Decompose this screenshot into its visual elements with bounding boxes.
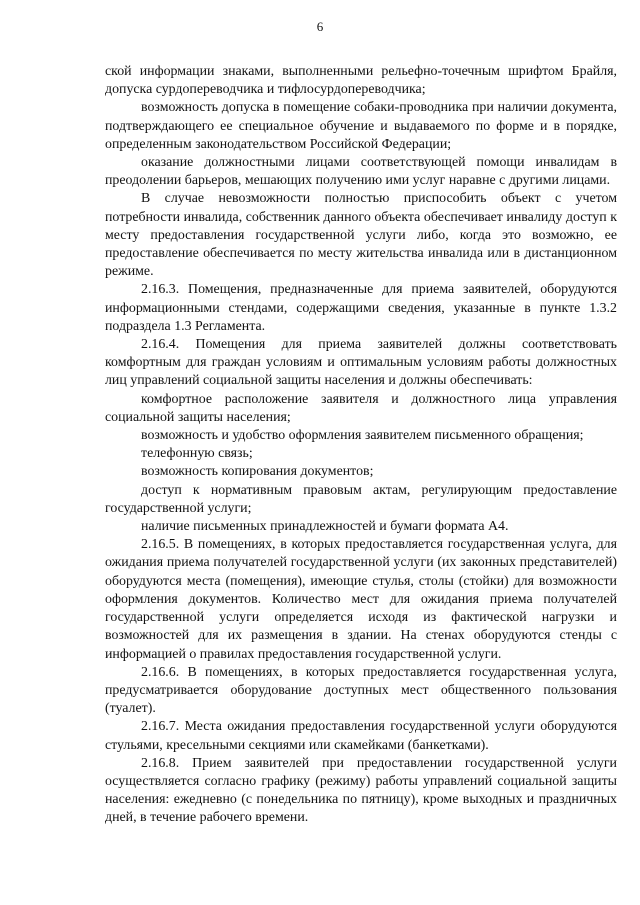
list-item-copying: возможность копирования документов;: [141, 464, 374, 480]
list-item-phone: телефонную связь;: [141, 446, 253, 462]
paragraph-2-16-7: 2.16.7. Места ожидания предоставления государственной услуги оборудуются стульями, кресельными секциями или скамейками (банкетками).: [105, 719, 617, 753]
paragraph-2-16-8: 2.16.8. Прием заявителей при предоставлении государственной услуги осуществляется согласно графику (режиму) работы управлений социальной защиты населения: ежедневно (с понедельника по пятницу), кроме выходных и праздничных дней, в течение рабочего времени.: [105, 755, 617, 826]
document-body: [105, 63, 617, 828]
paragraph-guide-dog: возможность допуска в помещение собаки-проводника при наличии документа, подтверждающего ее специальное обучение и выдаваемого по форме и в порядке, определенным законодательством Российской Федерации;: [105, 100, 617, 152]
paragraph-2-16-4: 2.16.4. Помещения для приема заявителей должны соответствовать комфортным для граждан условиям и оптимальным условиям работы должностных лиц управлений социальной защиты населения и должны обеспечивать:: [105, 337, 617, 389]
list-item-stationery: наличие письменных принадлежностей и бумаги формата А4.: [141, 519, 509, 535]
paragraph-2-16-5: 2.16.5. В помещениях, в которых предоставляется государственная услуга, для ожидания приема получателей государственной услуги (их законных представителей) оборудуются места (помещения), имеющие стулья, столы (стойки) для возможности оформления документов. Количество мест для ожидания приема получателей государственной услуги определяется исходя из фактической нагрузки и возможностей для их размещения в здании. На стенах оборудуются стенды с информацией о правилах предоставления государственной услуги.: [105, 537, 617, 662]
paragraph-2-16-6: 2.16.6. В помещениях, в которых предоставляется государственная услуга, предусматривается оборудование доступных мест общественного пользования (туалет).: [105, 664, 617, 717]
list-item-comfortable-placement: комфортное расположение заявителя и должностного лица управления социальной защиты населения;: [105, 391, 617, 425]
paragraph-impossibility: В случае невозможности полностью приспособить объект с учетом потребности инвалида, собственник данного объекта обеспечивает инвалиду доступ к месту предоставления государственной услуги либо, когда это возможно, ее предоставление обеспечивается по месту жительства инвалида или в дистанционном режиме.: [105, 191, 617, 280]
page-number: 6: [316, 19, 324, 34]
paragraph-continuation: ской информации знаками, выполненными рельефно-точечным шрифтом Брайля, допуска сурдопереводчика и тифлосурдопереводчика;: [105, 64, 617, 98]
paragraph-assistance: оказание должностными лицами соответствующей помощи инвалидам в преодолении барьеров, мешающих получению ими услуг наравне с другими лицами.: [105, 155, 617, 189]
list-item-written-appeal: возможность и удобство оформления заявителем письменного обращения;: [141, 428, 584, 444]
paragraph-2-16-3: 2.16.3. Помещения, предназначенные для приема заявителей, оборудуются информационными стендами, содержащими сведения, указанные в пункте 1.3.2 подраздела 1.3 Регламента.: [105, 282, 617, 334]
list-item-legal-acts: доступ к нормативным правовым актам, регулирующим предоставление государственной услуги;: [105, 482, 617, 516]
